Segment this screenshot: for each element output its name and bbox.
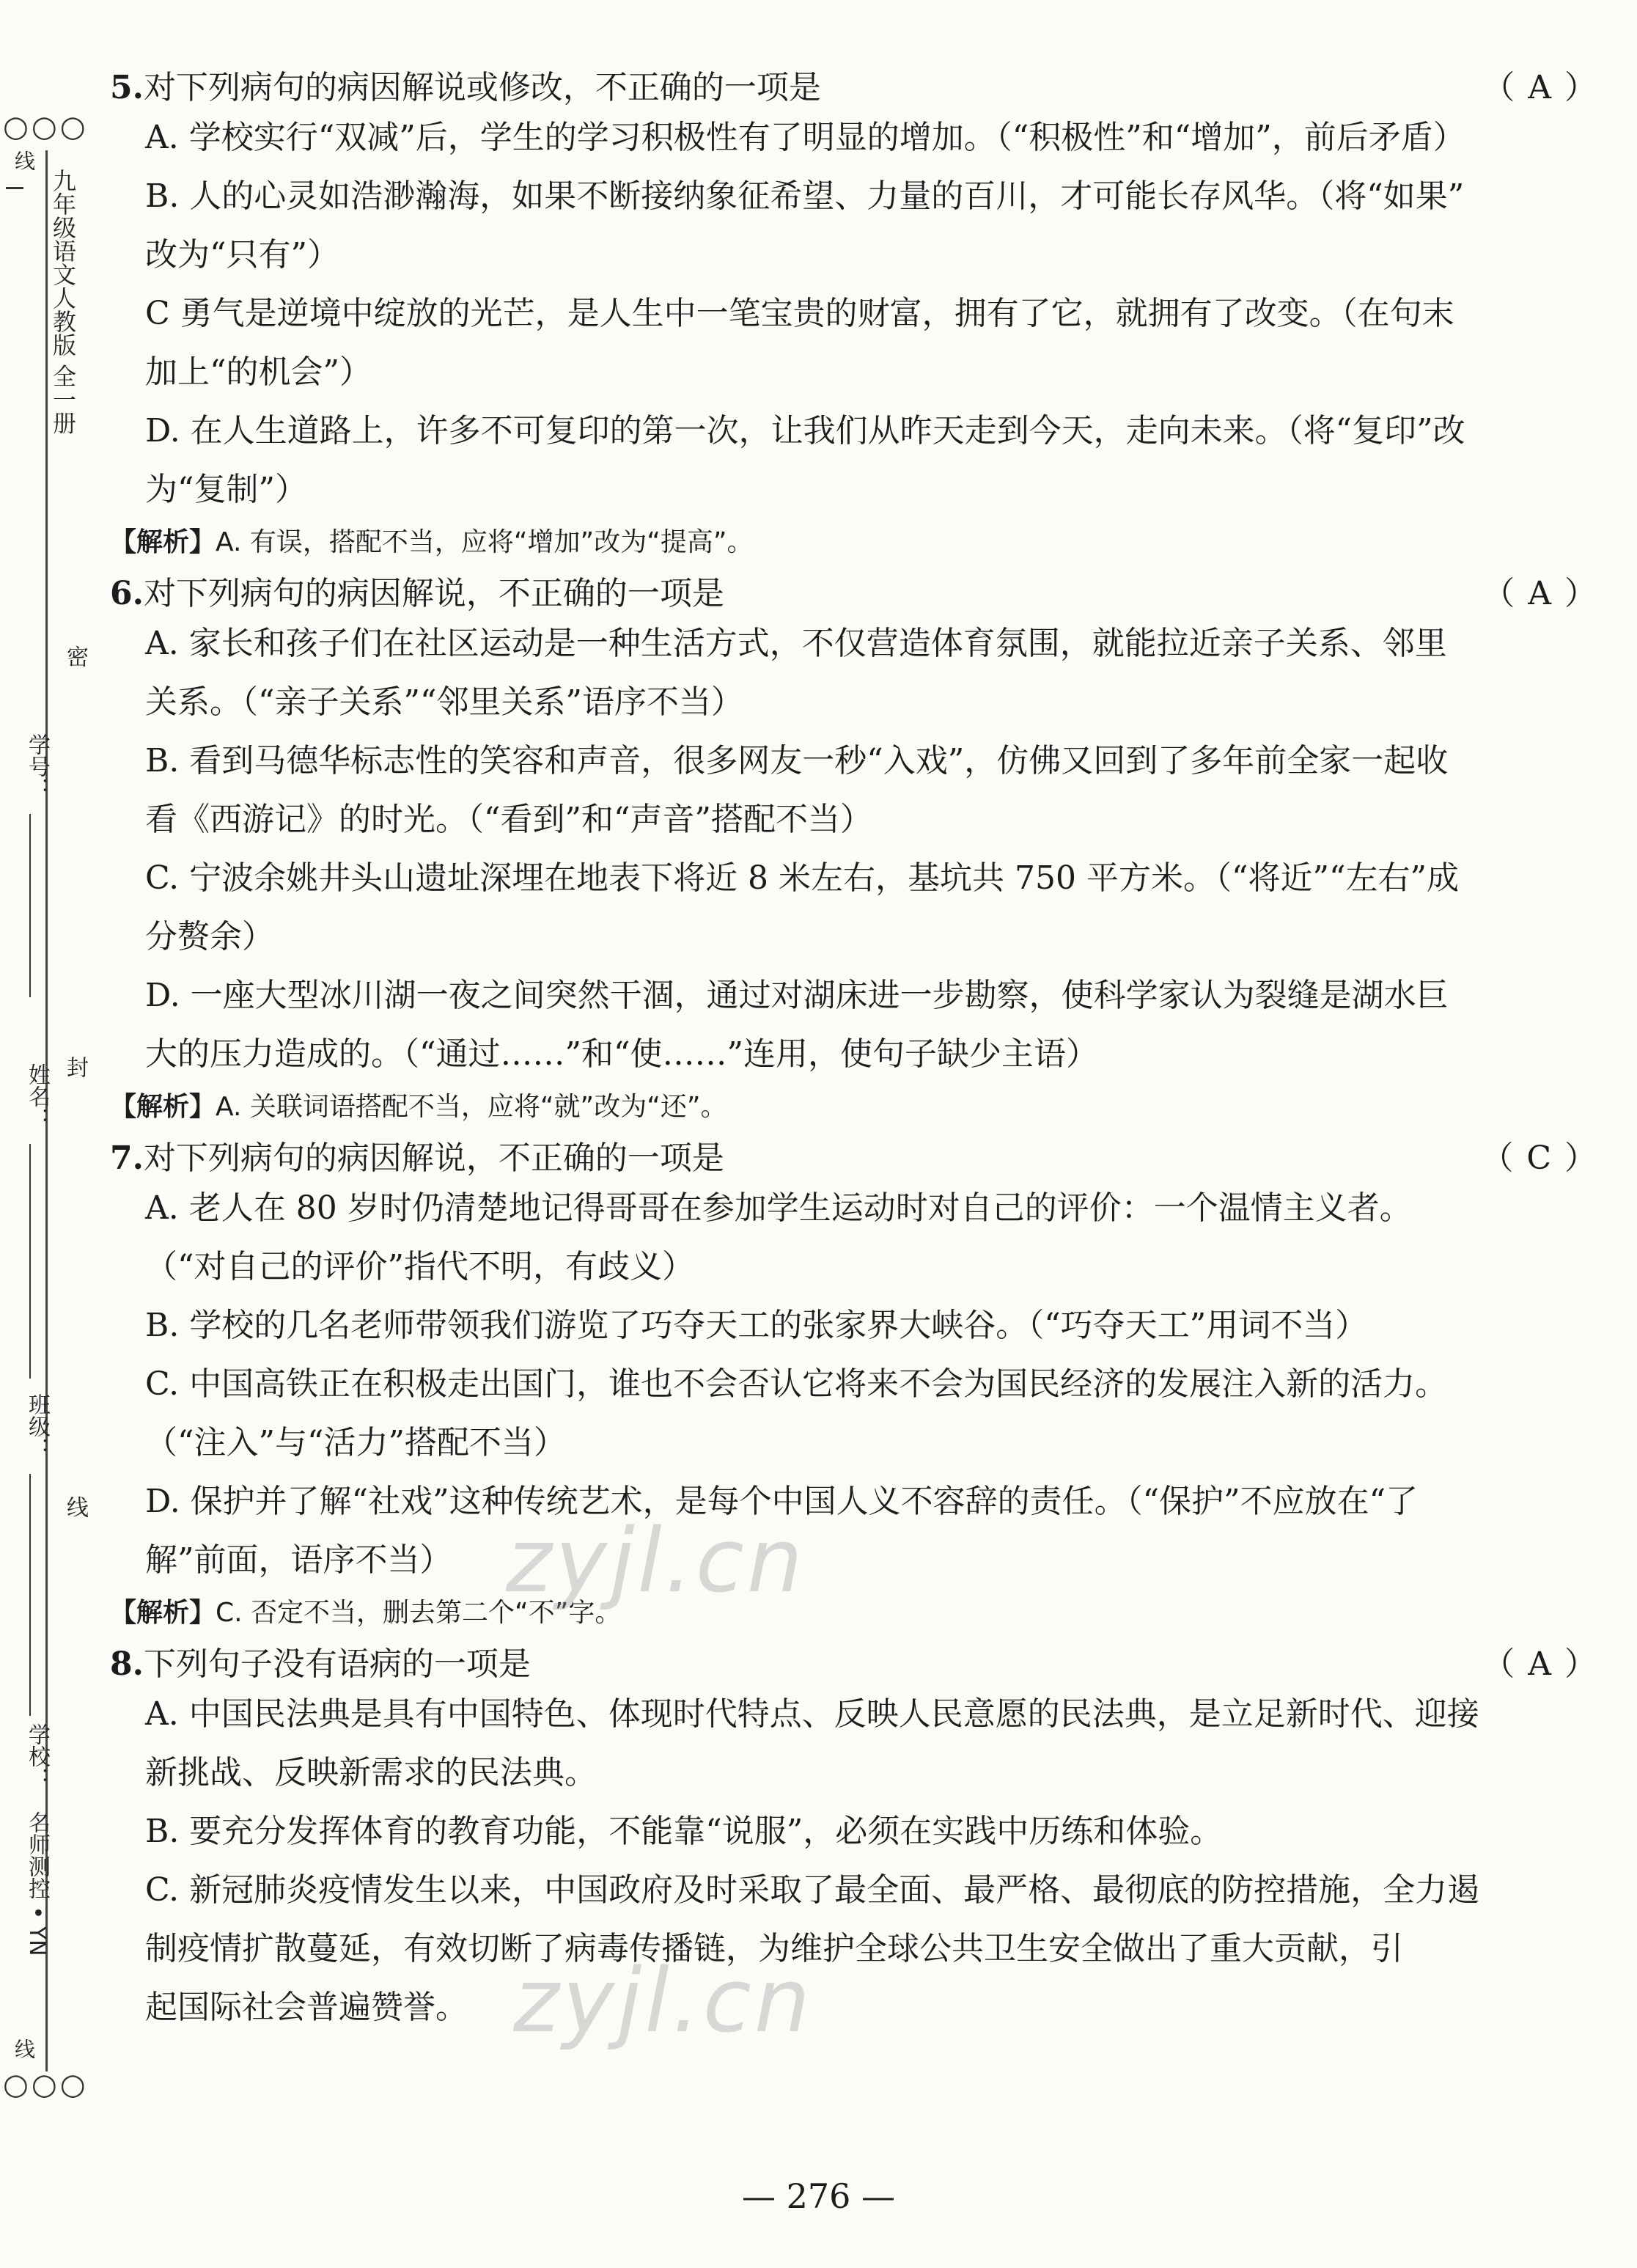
book-title: 九年级语文人教版 全一册 xyxy=(49,169,77,435)
answer-option xyxy=(110,167,1605,285)
analysis-tag: 【解析】 xyxy=(110,1598,216,1628)
binding-mi-label: 密 xyxy=(62,645,88,667)
option-line: 制疫情扩散蔓延，有效切断了病毒传播链，为维护全球公共卫生安全做出了重大贡献，引 xyxy=(145,1930,1403,1967)
question-answer: （ C ） xyxy=(1481,1139,1598,1177)
option-line: B. 看到马德华标志性的笑容和声音，很多网友一秒“入戏”，仿佛又回到了多年前全家一起收 xyxy=(145,742,1449,779)
analysis-text: A. 有误，搭配不当，应将“增加”改为“提高”。 xyxy=(216,527,754,557)
option-line: 分赘余） xyxy=(145,918,274,955)
option-line: B. 人的心灵如浩渺瀚海，如果不断接纳象征希望、力量的百川，才可能长存风华。（将“如果” xyxy=(145,177,1465,215)
option-line: 大的压力造成的。（“通过……”和“使……”连用，使句子缺少主语） xyxy=(145,1035,1098,1073)
option-line: （“对自己的评价”指代不明，有歧义） xyxy=(145,1248,694,1285)
question-number: 7. xyxy=(110,1139,144,1177)
option-line: D. 在人生道路上，许多不可复印的第一次，让我们从昨天走到今天，走向未来。（将“复印”改 xyxy=(145,412,1465,449)
question-answer: （ A ） xyxy=(1482,69,1598,106)
school-label: 学校： xyxy=(24,1723,50,1789)
question-block xyxy=(110,1138,1605,1637)
option-line: 改为“只有”） xyxy=(145,236,339,274)
analysis xyxy=(110,1590,1605,1637)
option-line: 加上“的机会”） xyxy=(145,353,372,391)
answer-option xyxy=(110,402,1605,519)
series-label: 名师测控 • YN xyxy=(24,1811,50,1956)
binding-line-label-top: 线 xyxy=(12,150,36,171)
answer-option xyxy=(110,966,1605,1084)
answer-option xyxy=(110,1296,1605,1355)
answer-option xyxy=(110,1355,1605,1472)
question-text: 对下列病句的病因解说，不正确的一项是 xyxy=(143,1139,724,1177)
option-line: 新挑战、反映新需求的民法典。 xyxy=(145,1754,597,1791)
answer-option xyxy=(110,1472,1605,1590)
class-label: 班级： xyxy=(24,1393,50,1459)
binding-feng-label: 封 xyxy=(62,1056,88,1078)
option-line: （“注入”与“活力”搭配不当） xyxy=(145,1424,566,1461)
option-line: A. 学校实行“双减”后，学生的学习积极性有了明显的增加。（“积极性”和“增加”，前后矛盾） xyxy=(145,119,1465,156)
analysis-tag: 【解析】 xyxy=(110,527,216,557)
question-block xyxy=(110,67,1605,566)
analysis xyxy=(110,1084,1605,1131)
question-block xyxy=(110,573,1605,1131)
student-name-underline xyxy=(29,1144,31,1379)
option-line: 关系。（“亲子关系”“邻里关系”语序不当） xyxy=(145,683,743,721)
binding-dash xyxy=(6,187,23,189)
option-line: B. 要充分发挥体育的教育功能，不能靠“说服”，必须在实践中历练和体验。 xyxy=(145,1813,1223,1850)
question-block xyxy=(110,1644,1605,2037)
option-line: 起国际社会普遍赞誉。 xyxy=(145,1989,468,2026)
binding-circles-top: ○○○ xyxy=(3,110,89,144)
binding-xian-label: 线 xyxy=(62,1496,88,1518)
question-text: 下列句子没有语病的一项是 xyxy=(143,1645,531,1683)
question-answer: （ A ） xyxy=(1482,1645,1598,1683)
question-answer: （ A ） xyxy=(1482,575,1598,612)
student-number-label: 学号： xyxy=(24,733,50,799)
answer-option xyxy=(110,1179,1605,1296)
student-number-underline xyxy=(29,814,31,997)
binding-margin xyxy=(0,0,95,2268)
option-line: A. 中国民法典是具有中国特色、体现时代特点、反映人民意愿的民法典，是立足新时代、迎接 xyxy=(145,1695,1479,1733)
option-line: 看《西游记》的时光。（“看到”和“声音”搭配不当） xyxy=(145,801,872,838)
binding-circles-bottom: ○○○ xyxy=(3,2068,89,2102)
analysis-text: C. 否定不当，删去第二个“不”字。 xyxy=(216,1598,622,1628)
analysis xyxy=(110,519,1605,566)
analysis-text: A. 关联词语搭配不当，应将“就”改为“还”。 xyxy=(216,1092,727,1122)
option-line: 解”前面，语序不当） xyxy=(145,1541,452,1579)
student-name-label: 姓名： xyxy=(24,1063,50,1129)
option-line: C. 宁波余姚井头山遗址深埋在地表下将近 8 米左右，基坑共 750 平方米。（“将近”“左右”成 xyxy=(145,859,1459,897)
option-line: 为“复制”） xyxy=(145,471,307,508)
option-line: D. 一座大型冰川湖一夜之间突然干涸，通过对湖床进一步勘察，使科学家认为裂缝是湖水巨 xyxy=(145,977,1449,1014)
question-stem xyxy=(110,1644,1605,1685)
question-number: 5. xyxy=(110,69,144,106)
option-line: B. 学校的几名老师带领我们游览了巧夺天工的张家界大峡谷。（“巧夺天工”用词不当） xyxy=(145,1307,1368,1344)
question-text: 对下列病句的病因解说或修改，不正确的一项是 xyxy=(143,69,821,106)
option-line: A. 老人在 80 岁时仍清楚地记得哥哥在参加学生运动时对自己的评价：一个温情主义者。 xyxy=(145,1189,1412,1227)
answer-option xyxy=(110,109,1605,167)
question-text: 对下列病句的病因解说，不正确的一项是 xyxy=(143,575,724,612)
answer-option xyxy=(110,1861,1605,2037)
answer-option xyxy=(110,849,1605,966)
class-underline xyxy=(29,1474,31,1716)
answer-option xyxy=(110,732,1605,849)
answer-option xyxy=(110,285,1605,402)
option-line: A. 家长和孩子们在社区运动是一种生活方式，不仅营造体育氛围，就能拉近亲子关系、邻里 xyxy=(145,625,1447,662)
binding-line-label-bottom: 线 xyxy=(12,2038,36,2059)
option-line: C. 中国高铁正在积极走出国门，谁也不会否认它将来不会为国民经济的发展注入新的活力。 xyxy=(145,1365,1448,1403)
option-line: C 勇气是逆境中绽放的光芒，是人生中一笔宝贵的财富，拥有了它，就拥有了改变。（在句末 xyxy=(145,295,1454,332)
answer-option xyxy=(110,1685,1605,1802)
question-number: 8. xyxy=(110,1645,144,1683)
question-number: 6. xyxy=(110,575,144,612)
analysis-tag: 【解析】 xyxy=(110,1092,216,1122)
answer-option xyxy=(110,1802,1605,1861)
page-number: — 276 — xyxy=(741,2176,896,2216)
answer-option xyxy=(110,614,1605,732)
question-stem xyxy=(110,67,1605,109)
option-line: D. 保护并了解“社戏”这种传统艺术，是每个中国人义不容辞的责任。（“保护”不应放在“了 xyxy=(145,1483,1419,1520)
question-list xyxy=(110,67,1605,2037)
watermark: zyjl.cn xyxy=(506,1511,806,1612)
question-stem xyxy=(110,1138,1605,1179)
option-line: C. 新冠肺炎疫情发生以来，中国政府及时采取了最全面、最严格、最彻底的防控措施，全力遏 xyxy=(145,1871,1480,1909)
watermark: zyjl.cn xyxy=(513,1950,813,2052)
question-stem xyxy=(110,573,1605,614)
